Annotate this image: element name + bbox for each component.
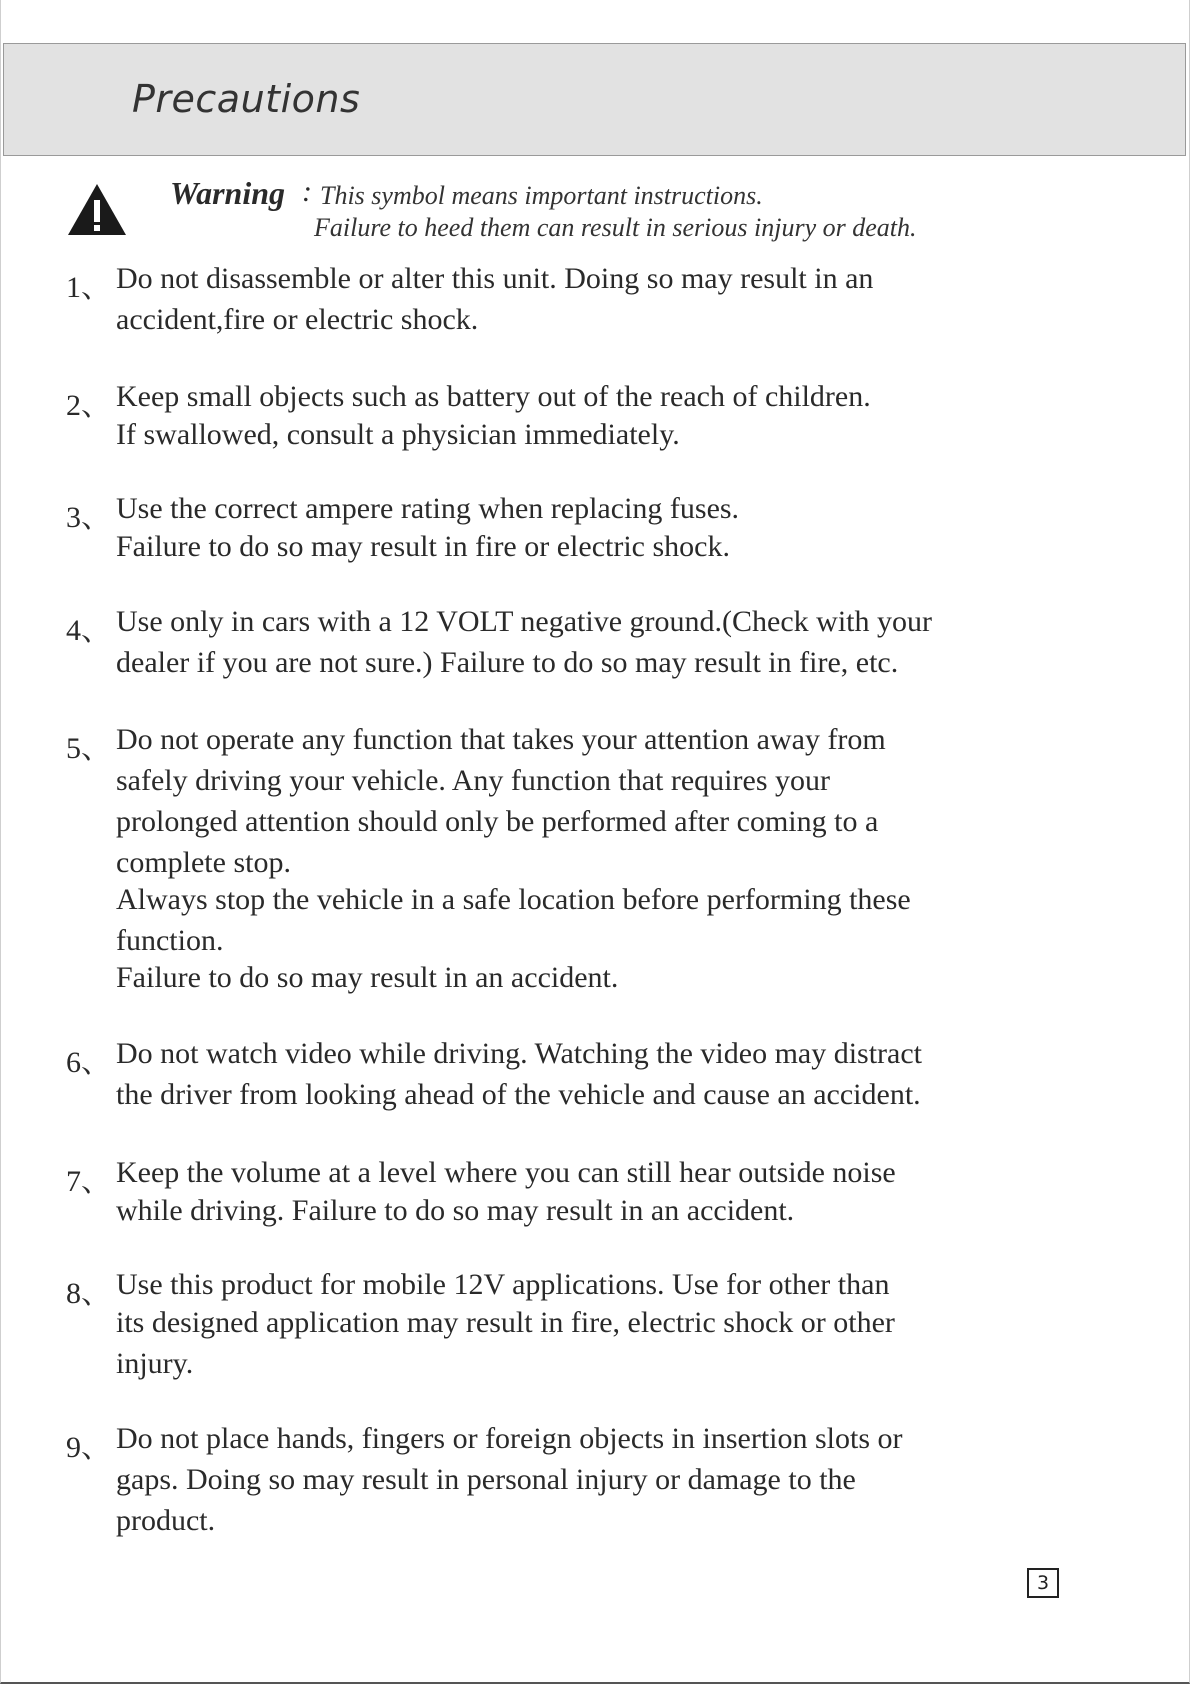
item-text-line: Use the correct ampere rating when replacing fuses. — [116, 492, 740, 525]
item-text-line: injury. — [116, 1347, 194, 1380]
item-text-line: Do not operate any function that takes your attention away from — [116, 723, 886, 756]
page-number: 3 — [1027, 1568, 1059, 1598]
item-number: 3、 — [66, 501, 111, 534]
warning-label: Warning — [170, 175, 286, 211]
item-number: 5、 — [66, 732, 111, 765]
item-text-line: accident,fire or electric shock. — [116, 303, 479, 336]
item-number: 4、 — [66, 614, 111, 647]
item-text-line: product. — [116, 1504, 216, 1537]
item-number: 7、 — [66, 1165, 111, 1198]
item-text-line: Do not disassemble or alter this unit. Doing so may result in an — [116, 262, 874, 295]
item-number: 9、 — [66, 1431, 111, 1464]
item-text-line: Failure to do so may result in an accident. — [116, 961, 619, 994]
item-text-line: Always stop the vehicle in a safe location before performing these — [116, 883, 911, 916]
warning-block — [66, 172, 1126, 252]
item-text-line: gaps. Doing so may result in personal injury or damage to the — [116, 1463, 856, 1496]
item-text-line: Use only in cars with a 12 VOLT negative ground.(Check with your — [116, 605, 932, 638]
item-text-line: prolonged attention should only be performed after coming to a — [116, 805, 879, 838]
warning-triangle-icon — [66, 182, 128, 238]
item-text-line: Keep the volume at a level where you can still hear outside noise — [116, 1156, 896, 1189]
item-number: 8、 — [66, 1277, 111, 1310]
item-text-line: Keep small objects such as battery out of the reach of children. — [116, 380, 871, 413]
item-text-line: Use this product for mobile 12V applications. Use for other than — [116, 1268, 890, 1301]
warning-text-line: This symbol means important instructions. — [320, 181, 763, 210]
item-text-line: complete stop. — [116, 846, 291, 879]
item-text-line: If swallowed, consult a physician immediately. — [116, 418, 680, 451]
item-number: 1、 — [66, 271, 111, 304]
item-text-line: safely driving your vehicle. Any function that requires your — [116, 764, 830, 797]
section-header — [3, 43, 1186, 156]
item-text-line: its designed application may result in fire, electric shock or other — [116, 1306, 895, 1339]
warning-colon: : — [302, 175, 312, 208]
item-text-line: the driver from looking ahead of the vehicle and cause an accident. — [116, 1078, 921, 1111]
item-number: 2、 — [66, 389, 111, 422]
item-text-line: function. — [116, 924, 224, 957]
warning-text-line: Failure to heed them can result in serious injury or death. — [314, 213, 917, 242]
item-text-line: dealer if you are not sure.) Failure to do so may result in fire, etc. — [116, 646, 899, 679]
item-text-line: while driving. Failure to do so may result in an accident. — [116, 1194, 795, 1227]
page-title: Precautions — [132, 77, 361, 121]
item-number: 6、 — [66, 1046, 111, 1079]
item-text-line: Failure to do so may result in fire or electric shock. — [116, 530, 730, 563]
item-text-line: Do not place hands, fingers or foreign objects in insertion slots or — [116, 1422, 903, 1455]
item-text-line: Do not watch video while driving. Watching the video may distract — [116, 1037, 923, 1070]
